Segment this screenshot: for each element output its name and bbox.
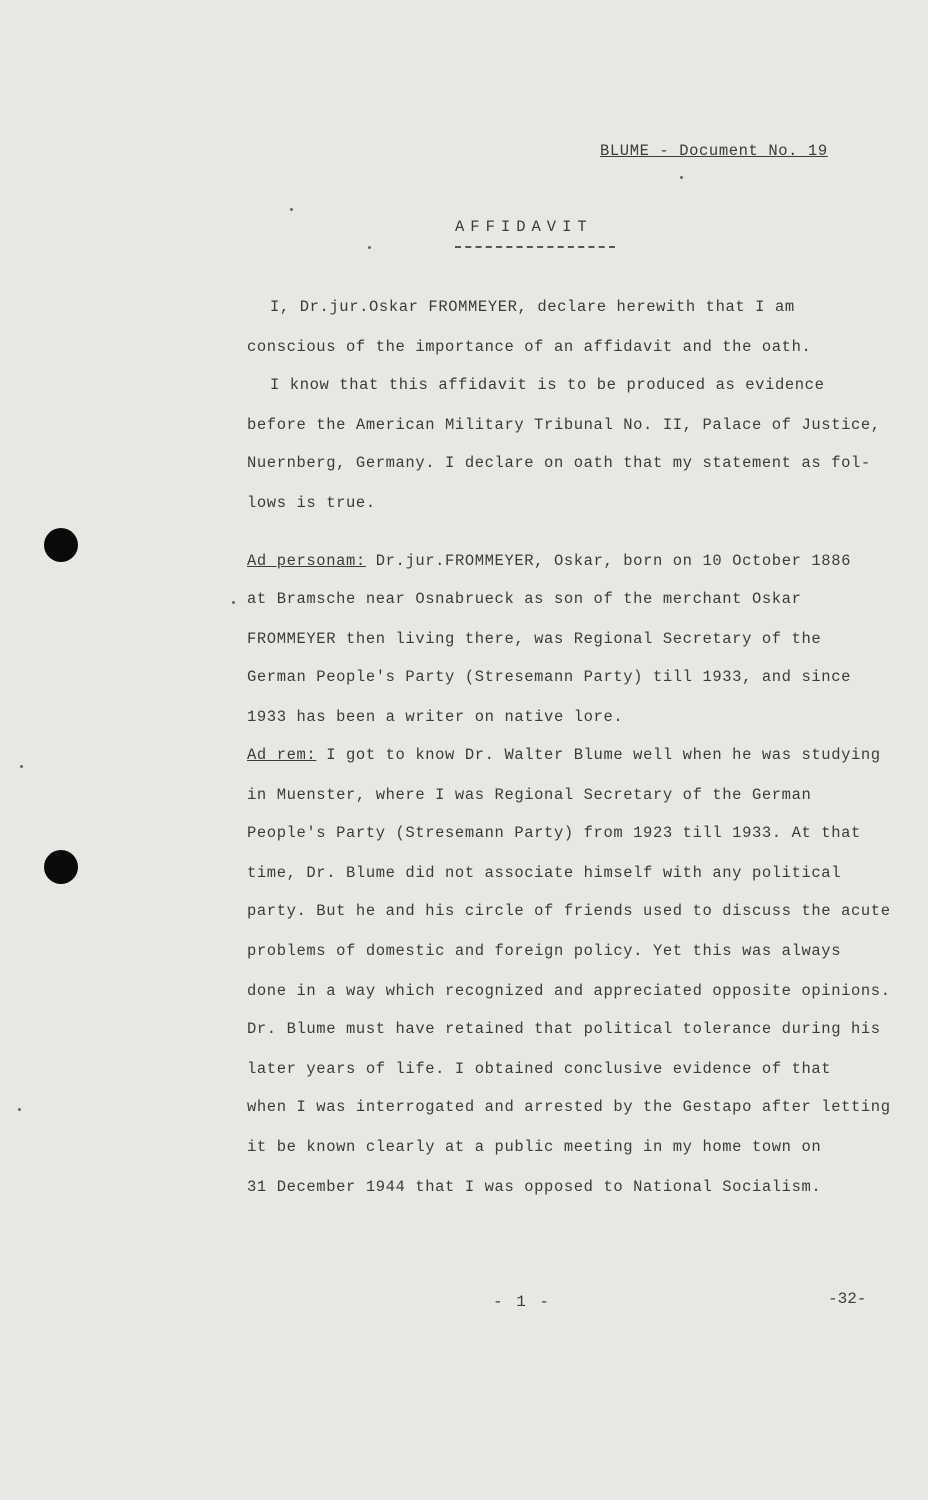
paragraph-line: later years of life. I obtained conclusive evidence of that	[247, 1060, 832, 1078]
paragraph-line: at Bramsche near Osnabrueck as son of the merchant Oskar	[247, 590, 802, 608]
speck	[290, 208, 293, 211]
punch-hole-bottom	[44, 850, 78, 884]
page-number: - 1 -	[493, 1293, 552, 1311]
page-title: AFFIDAVIT	[455, 218, 593, 236]
speck	[680, 176, 683, 179]
paragraph-line: done in a way which recognized and appreciated opposite opinions.	[247, 982, 891, 1000]
paragraph-line: 1933 has been a writer on native lore.	[247, 708, 624, 726]
paragraph-line: problems of domestic and foreign policy. Yet this was always	[247, 942, 842, 960]
paragraph-line: in Muenster, where I was Regional Secretary of the German	[247, 786, 812, 804]
ad-rem-first-line	[247, 746, 881, 764]
speck	[232, 601, 235, 604]
speck	[20, 765, 23, 768]
paragraph-line: party. But he and his circle of friends used to discuss the acute	[247, 902, 891, 920]
ad-rem-label: Ad rem:	[247, 746, 317, 764]
paragraph-line: when I was interrogated and arrested by the Gestapo after letting	[247, 1098, 891, 1116]
paragraph-line: Dr. Blume must have retained that political tolerance during his	[247, 1020, 881, 1038]
paragraph-line: it be known clearly at a public meeting in my home town on	[247, 1138, 822, 1156]
punch-hole-top	[44, 528, 78, 562]
title-underline	[455, 246, 615, 248]
paragraph-line: Nuernberg, Germany. I declare on oath that my statement as fol-	[247, 454, 871, 472]
paragraph-text: Dr.jur.FROMMEYER, Oskar, born on 10 October 1886	[375, 552, 852, 570]
ad-personam-label: Ad personam:	[247, 552, 366, 570]
paragraph-line: conscious of the importance of an affidavit and the oath.	[247, 338, 812, 356]
paragraph-line: lows is true.	[247, 494, 376, 512]
paragraph-line: before the American Military Tribunal No. II, Palace of Justice,	[247, 416, 881, 434]
paragraph-line: time, Dr. Blume did not associate himself with any political	[247, 864, 842, 882]
document-reference: BLUME - Document No. 19	[600, 142, 828, 160]
paragraph-line: FROMMEYER then living there, was Regional Secretary of the	[247, 630, 822, 648]
paragraph-line: I know that this affidavit is to be produced as evidence	[270, 376, 825, 394]
paragraph-line: German People's Party (Stresemann Party) till 1933, and since	[247, 668, 851, 686]
paragraph-line: I, Dr.jur.Oskar FROMMEYER, declare herewith that I am	[270, 298, 795, 316]
paragraph-line: 31 December 1944 that I was opposed to National Socialism.	[247, 1178, 822, 1196]
paragraph-text: I got to know Dr. Walter Blume well when he was studying	[326, 746, 881, 764]
speck	[368, 246, 371, 249]
paragraph-line: People's Party (Stresemann Party) from 1923 till 1933. At that	[247, 824, 861, 842]
folio-number: -32-	[828, 1290, 867, 1308]
ad-personam-first-line	[247, 552, 851, 570]
speck	[18, 1108, 21, 1111]
